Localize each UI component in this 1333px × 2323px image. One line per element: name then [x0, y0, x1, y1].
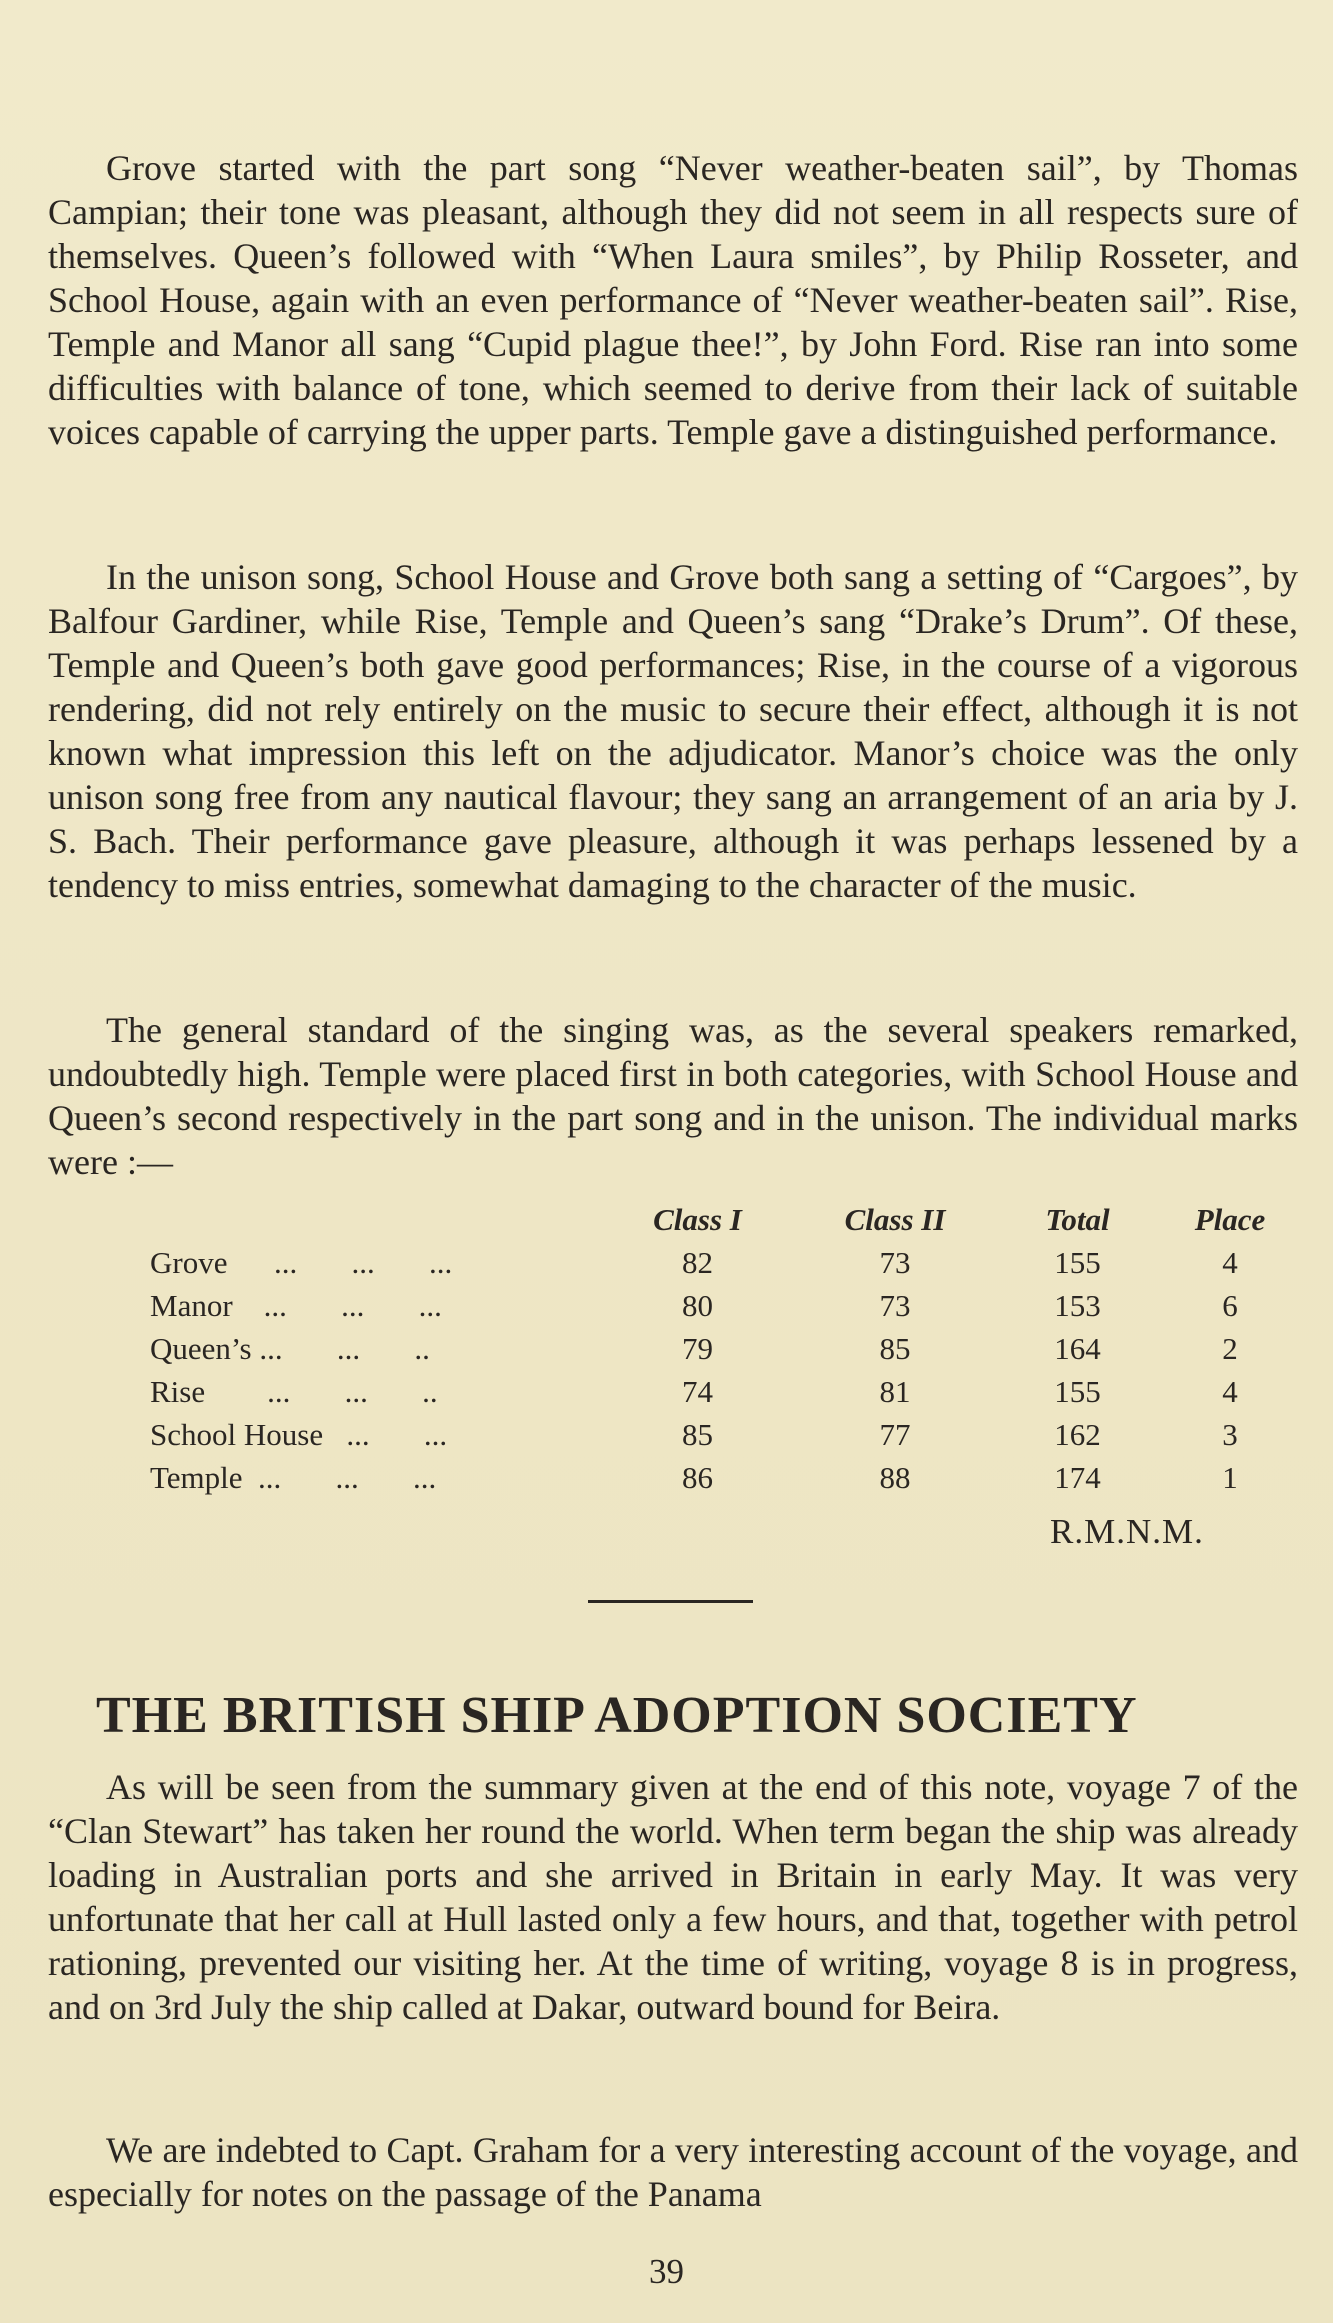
table-row — [150, 1456, 1290, 1499]
total-mark: 155 — [1054, 1373, 1101, 1409]
author-initials: R.M.N.M. — [1050, 1512, 1204, 1551]
class-1-header: Class I — [653, 1201, 742, 1237]
class-2-mark: 81 — [879, 1373, 911, 1409]
total-mark: 162 — [1054, 1416, 1101, 1452]
total-mark: 164 — [1054, 1330, 1101, 1366]
total-header: Total — [1045, 1201, 1110, 1237]
table-row — [150, 1327, 1290, 1370]
table-row — [150, 1284, 1290, 1327]
class-2-mark: 85 — [879, 1330, 911, 1366]
class-1-mark: 74 — [682, 1373, 713, 1409]
place-mark: 3 — [1222, 1416, 1238, 1452]
class-2-mark: 88 — [879, 1459, 911, 1495]
house-name: Manor ... ... ... — [150, 1287, 442, 1323]
section-heading: THE BRITISH SHIP ADOPTION SOCIETY — [96, 1687, 1138, 1744]
class-1-mark: 82 — [682, 1244, 713, 1280]
class-1-mark: 86 — [682, 1459, 713, 1495]
table-row — [150, 1413, 1290, 1456]
place-mark: 6 — [1222, 1287, 1238, 1323]
place-mark: 2 — [1222, 1330, 1238, 1366]
house-header — [150, 1198, 590, 1241]
table-row — [150, 1241, 1290, 1284]
total-mark: 153 — [1054, 1287, 1101, 1323]
paragraph-voyage-summary: As will be seen from the summary given at the end of this note, voyage 7 of the “Clan Stewart” has taken her round the world. When term began the ship was already loading in Australian ports and she arrived in Britain in early May. It was very unfortunate that her call at Hull lasted only a few hours, and that, together with petrol rationing, prevented our visiting her. At the time of writing, voyage 8 is in progress, and on 3rd July the ship called at Dakar, outward bound for Beira. — [48, 1767, 1298, 2027]
table-header-row — [150, 1198, 1290, 1241]
class-1-mark: 85 — [682, 1416, 713, 1452]
house-name: Queen’s ... ... .. — [150, 1330, 430, 1366]
house-name: School House ... ... — [150, 1416, 448, 1452]
house-name: Temple ... ... ... — [150, 1459, 437, 1495]
class-2-mark: 73 — [879, 1287, 911, 1323]
page-number: 39 — [649, 2252, 684, 2291]
total-mark: 155 — [1054, 1244, 1101, 1280]
place-header: Place — [1194, 1201, 1266, 1237]
place-mark: 4 — [1222, 1244, 1238, 1280]
class-1-mark: 79 — [682, 1330, 713, 1366]
paragraph-captain-account: We are indebted to Capt. Graham for a very interesting account of the voyage, and especially for notes on the passage of the Panama — [48, 2130, 1298, 2214]
house-name: Rise ... ... .. — [150, 1373, 438, 1409]
total-mark: 174 — [1054, 1459, 1101, 1495]
house-name: Grove ... ... ... — [150, 1244, 453, 1280]
class-2-mark: 73 — [879, 1244, 911, 1280]
class-2-mark: 77 — [879, 1416, 911, 1452]
paragraph-unison-song: In the unison song, School House and Grove both sang a setting of “Cargoes”, by Balfour Gardiner, while Rise, Temple and Queen’s sang “Drake’s Drum”. Of these, Temple and Queen’s both gave good performances; Rise, in the course of a vigorous rendering, did not rely entirely on the music to secure their effect, although it is not known what impression this left on the adjudicator. Manor’s choice was the only unison song free from any nautical flavour; they sang an arrangement of an aria by J. S. Bach. Their performance gave pleasure, although it was perhaps lessened by a tendency to miss entries, somewhat damaging to the character of the music. — [48, 557, 1298, 905]
section-divider — [588, 1600, 753, 1603]
marks-table — [150, 1198, 1290, 1499]
place-mark: 4 — [1222, 1373, 1238, 1409]
class-1-mark: 80 — [682, 1287, 713, 1323]
class-2-header: Class II — [844, 1201, 946, 1237]
paragraph-general-standard: The general standard of the singing was, as the several speakers remarked, undoubtedly high. Temple were placed first in both categories, with School House and Queen’s second respectively in the part song and in the unison. The individual marks were :— — [48, 1010, 1298, 1182]
paragraph-part-song: Grove started with the part song “Never weather-beaten sail”, by Thomas Campian; their tone was pleasant, although they did not seem in all respects sure of themselves. Queen’s followed with “When Laura smiles”, by Philip Rosseter, and School House, again with an even performance of “Never weather-beaten sail”. Rise, Temple and Manor all sang “Cupid plague thee!”, by John Ford. Rise ran into some difficulties with balance of tone, which seemed to derive from their lack of suitable voices capable of carrying the upper parts. Temple gave a distinguished performance. — [48, 148, 1298, 452]
place-mark: 1 — [1222, 1459, 1238, 1495]
table-row — [150, 1370, 1290, 1413]
